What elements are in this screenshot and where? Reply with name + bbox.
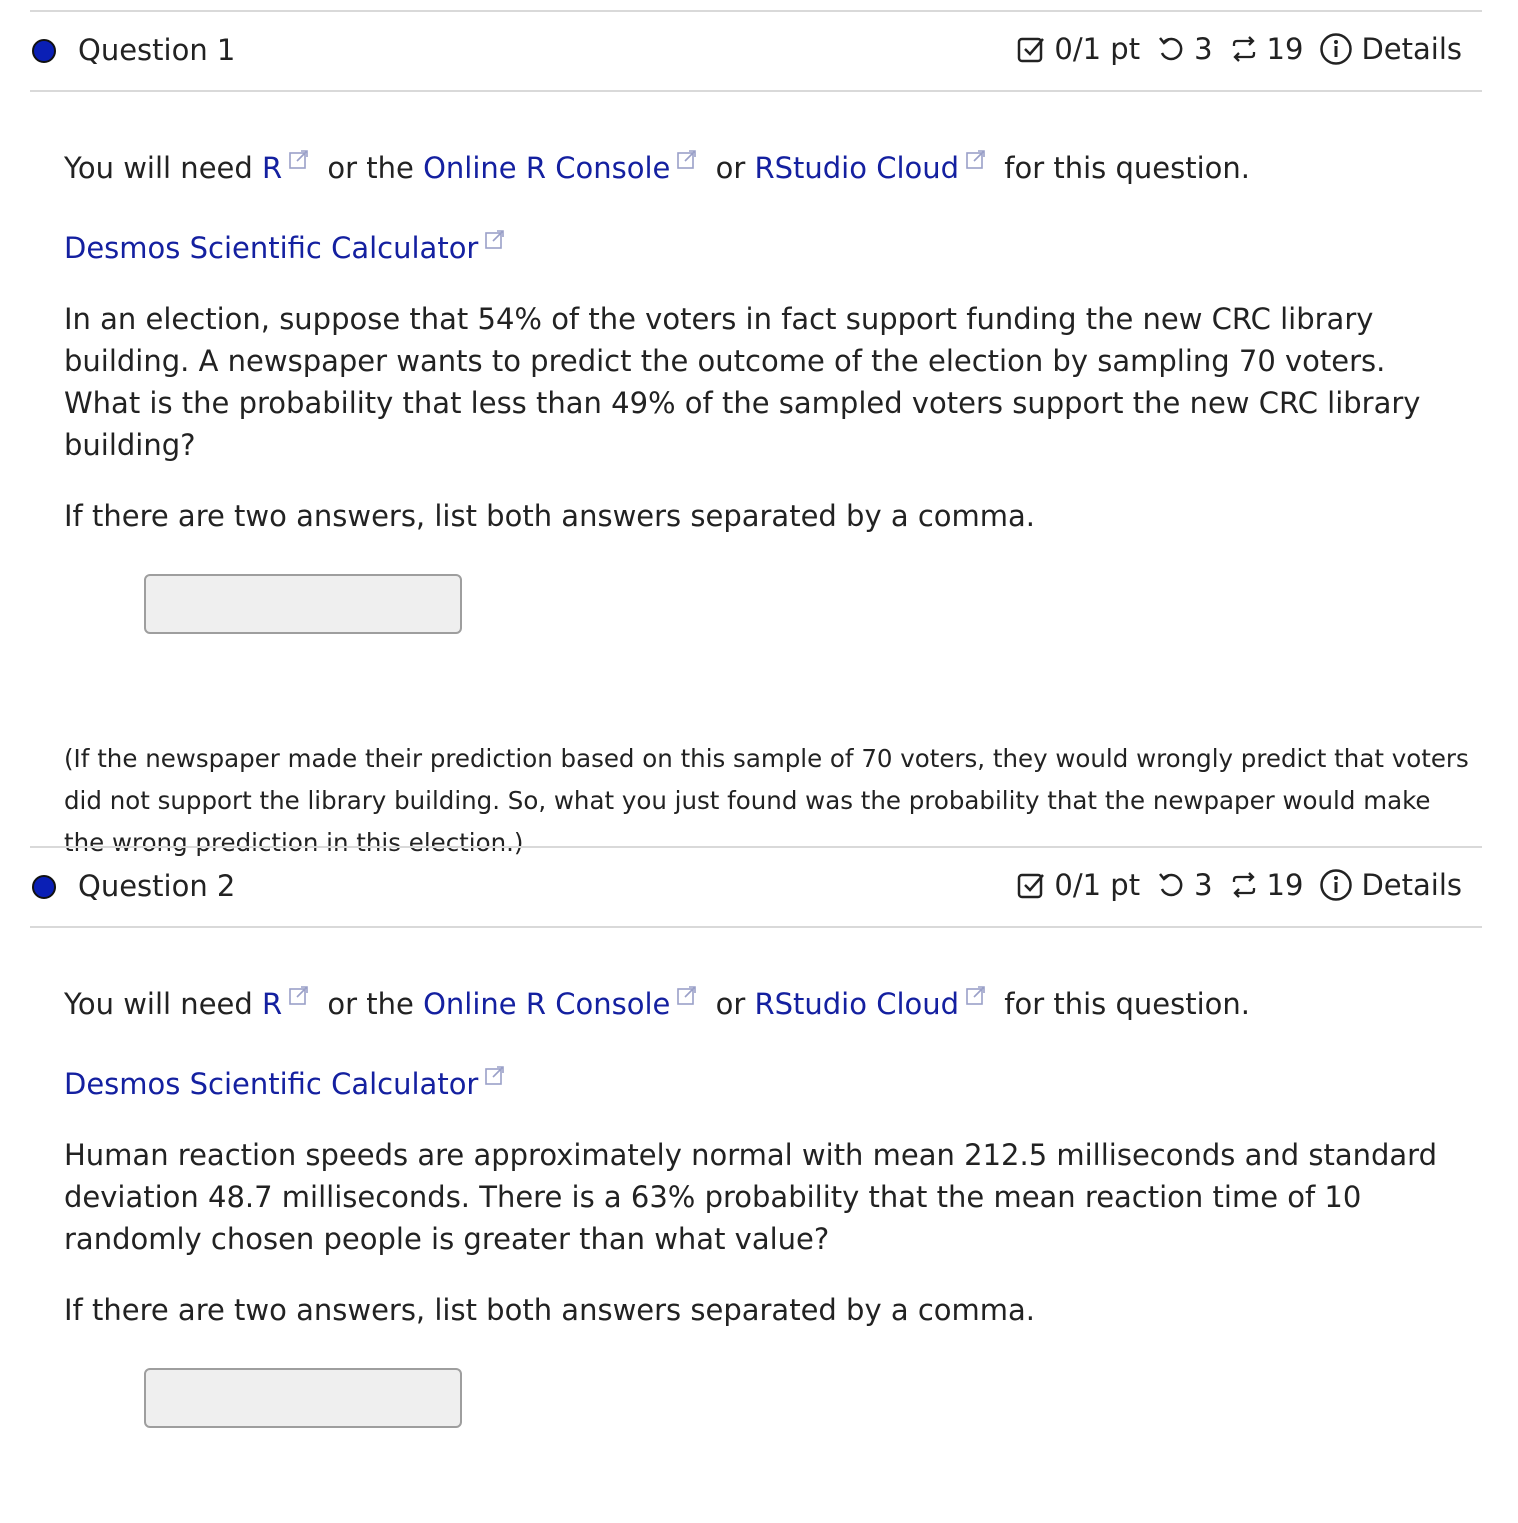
resource-or-the: or the (327, 987, 414, 1021)
question-header (30, 848, 1482, 928)
retry-icon (1156, 870, 1186, 900)
question-prompt: Human reaction speeds are approximately normal with mean 212.5 milliseconds and standard deviation 48.7 milliseconds. There is a 63% probability that the mean reaction time of 10 randomly chosen people is greater than what value? (64, 1138, 1437, 1256)
resource-links (64, 976, 1482, 1024)
score-text: 0/1 pt (1054, 868, 1141, 902)
calculator-line (64, 220, 1482, 268)
r-link[interactable]: R (262, 151, 283, 185)
retries-count: 3 (1194, 868, 1213, 902)
resource-or: or (715, 151, 746, 185)
rstudio-cloud-link[interactable]: RStudio Cloud (754, 151, 960, 185)
attempts-count: 19 (1266, 868, 1304, 902)
answer-instructions: If there are two answers, list both answers separated by a comma. (64, 1293, 1035, 1327)
resource-prefix: You will need (64, 987, 253, 1021)
answer-input[interactable] (144, 574, 462, 634)
resource-prefix: You will need (64, 151, 253, 185)
calculator-line (64, 1056, 1482, 1104)
question-title: Question 1 (78, 33, 236, 67)
rstudio-cloud-link[interactable]: RStudio Cloud (754, 987, 960, 1021)
question-title: Question 2 (78, 869, 236, 903)
question-meta (1016, 868, 1462, 902)
external-link-icon (676, 140, 698, 180)
resource-links (64, 140, 1482, 188)
attempts-icon (1229, 870, 1259, 900)
details-link[interactable]: Details (1361, 32, 1462, 66)
external-link-icon (965, 976, 987, 1016)
question-body (30, 976, 1482, 1428)
external-link-icon (288, 140, 310, 180)
question-prompt: In an election, suppose that 54% of the voters in fact support funding the new CRC library building. A newspaper wants to predict the outcome of the election by sampling 70 voters. What is the probability that less than 49% of the sampled voters support the new CRC library building? (64, 302, 1421, 462)
online-r-console-link[interactable]: Online R Console (423, 987, 671, 1021)
question-body (30, 140, 1482, 864)
answer-input[interactable] (144, 1368, 462, 1428)
question-note: (If the newspaper made their prediction based on this sample of 70 voters, they would wrongly predict that voters did not support the library building. So, what you just found was the probability that the newpaper would make the wrong prediction in this election.) (64, 744, 1469, 857)
info-icon[interactable] (1319, 868, 1353, 902)
external-link-icon (676, 976, 698, 1016)
resource-or-the: or the (327, 151, 414, 185)
online-r-console-link[interactable]: Online R Console (423, 151, 671, 185)
checkbox-score-icon (1016, 34, 1046, 64)
resource-suffix: for this question. (1004, 151, 1251, 185)
question-meta (1016, 32, 1462, 66)
retries-count: 3 (1194, 32, 1213, 66)
resource-or: or (715, 987, 746, 1021)
question-2 (30, 846, 1482, 1428)
external-link-icon (288, 976, 310, 1016)
external-link-icon (484, 220, 506, 260)
status-dot-icon (32, 875, 56, 899)
attempts-count: 19 (1266, 32, 1304, 66)
info-icon[interactable] (1319, 32, 1353, 66)
answer-instructions: If there are two answers, list both answers separated by a comma. (64, 499, 1035, 533)
details-link[interactable]: Details (1361, 868, 1462, 902)
question-header (30, 12, 1482, 92)
desmos-calculator-link[interactable]: Desmos Scientific Calculator (64, 1067, 479, 1101)
retry-icon (1156, 34, 1186, 64)
external-link-icon (484, 1056, 506, 1096)
attempts-icon (1229, 34, 1259, 64)
external-link-icon (965, 140, 987, 180)
question-1 (30, 10, 1482, 864)
resource-suffix: for this question. (1004, 987, 1251, 1021)
status-dot-icon (32, 39, 56, 63)
score-text: 0/1 pt (1054, 32, 1141, 66)
desmos-calculator-link[interactable]: Desmos Scientific Calculator (64, 231, 479, 265)
r-link[interactable]: R (262, 987, 283, 1021)
checkbox-score-icon (1016, 870, 1046, 900)
